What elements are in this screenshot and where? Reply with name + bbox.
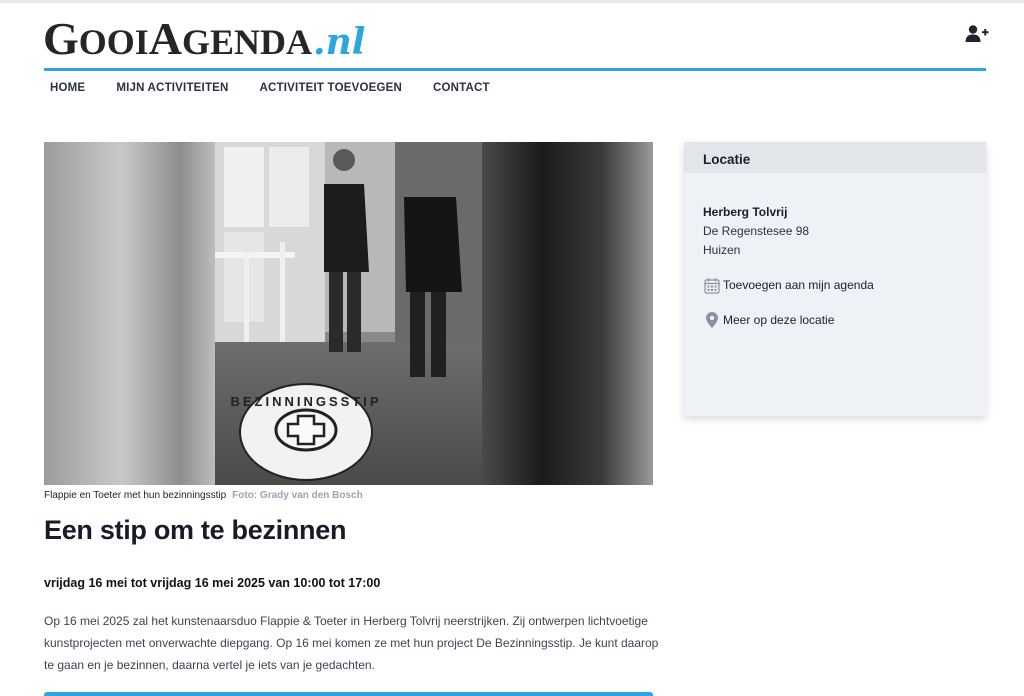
site-logo[interactable] — [43, 12, 366, 64]
photo-caption — [44, 490, 363, 501]
nav-mijn-activiteiten[interactable]: MIJN ACTIVITEITEN — [116, 82, 229, 94]
logo-tld: .nl — [313, 21, 366, 63]
event-date: vrijdag 16 mei tot vrijdag 16 mei 2025 van 10:00 tot 17:00 — [44, 576, 381, 590]
add-to-calendar-label: Toevoegen aan mijn agenda — [723, 278, 874, 292]
event-title: Een stip om te bezinnen — [44, 515, 347, 545]
header-divider — [44, 68, 986, 71]
location-street: De Regenstesee 98 — [703, 224, 810, 238]
photo-credit: Foto: Grady van den Bosch — [232, 490, 363, 501]
map-pin-icon — [703, 311, 721, 329]
more-location-label: Meer op deze locatie — [723, 313, 835, 327]
nav-activiteit-toevoegen[interactable]: ACTIVITEIT TOEVOEGEN — [259, 82, 402, 94]
location-heading: Locatie — [684, 142, 986, 173]
nav-contact[interactable]: CONTACT — [433, 82, 490, 94]
event-photo — [44, 142, 653, 485]
calendar-icon — [703, 276, 721, 294]
caption-text: Flappie en Toeter met hun bezinningsstip — [44, 490, 227, 501]
main-nav — [50, 82, 521, 94]
more-location-link[interactable] — [703, 311, 986, 329]
add-to-calendar-link[interactable] — [703, 276, 986, 294]
image-disc-text: BEZINNINGSSTIP — [230, 394, 382, 409]
event-description: Op 16 mei 2025 zal het kunstenaarsduo Flappie & Toeter in Herberg Tolvrij neerstrijken. Zij ontwerpen lichtvoetige kunstprojecten met onverwachte diepgang. Op 16 mei komen ze met hun project De Bezinningsstip. Je kunt daarop te gaan en je bezinnen, daarna vertel je iets van je gedachten. — [44, 614, 659, 672]
location-city: Huizen — [703, 243, 741, 257]
top-border — [0, 0, 1024, 3]
location-name: Herberg Tolvrij — [703, 205, 788, 219]
nav-home[interactable]: HOME — [50, 82, 86, 94]
location-panel — [684, 142, 986, 416]
logo-wordmark: GOOIAGENDA — [43, 13, 313, 64]
user-plus-icon[interactable] — [965, 24, 989, 44]
bottom-accent-bar — [44, 692, 653, 696]
